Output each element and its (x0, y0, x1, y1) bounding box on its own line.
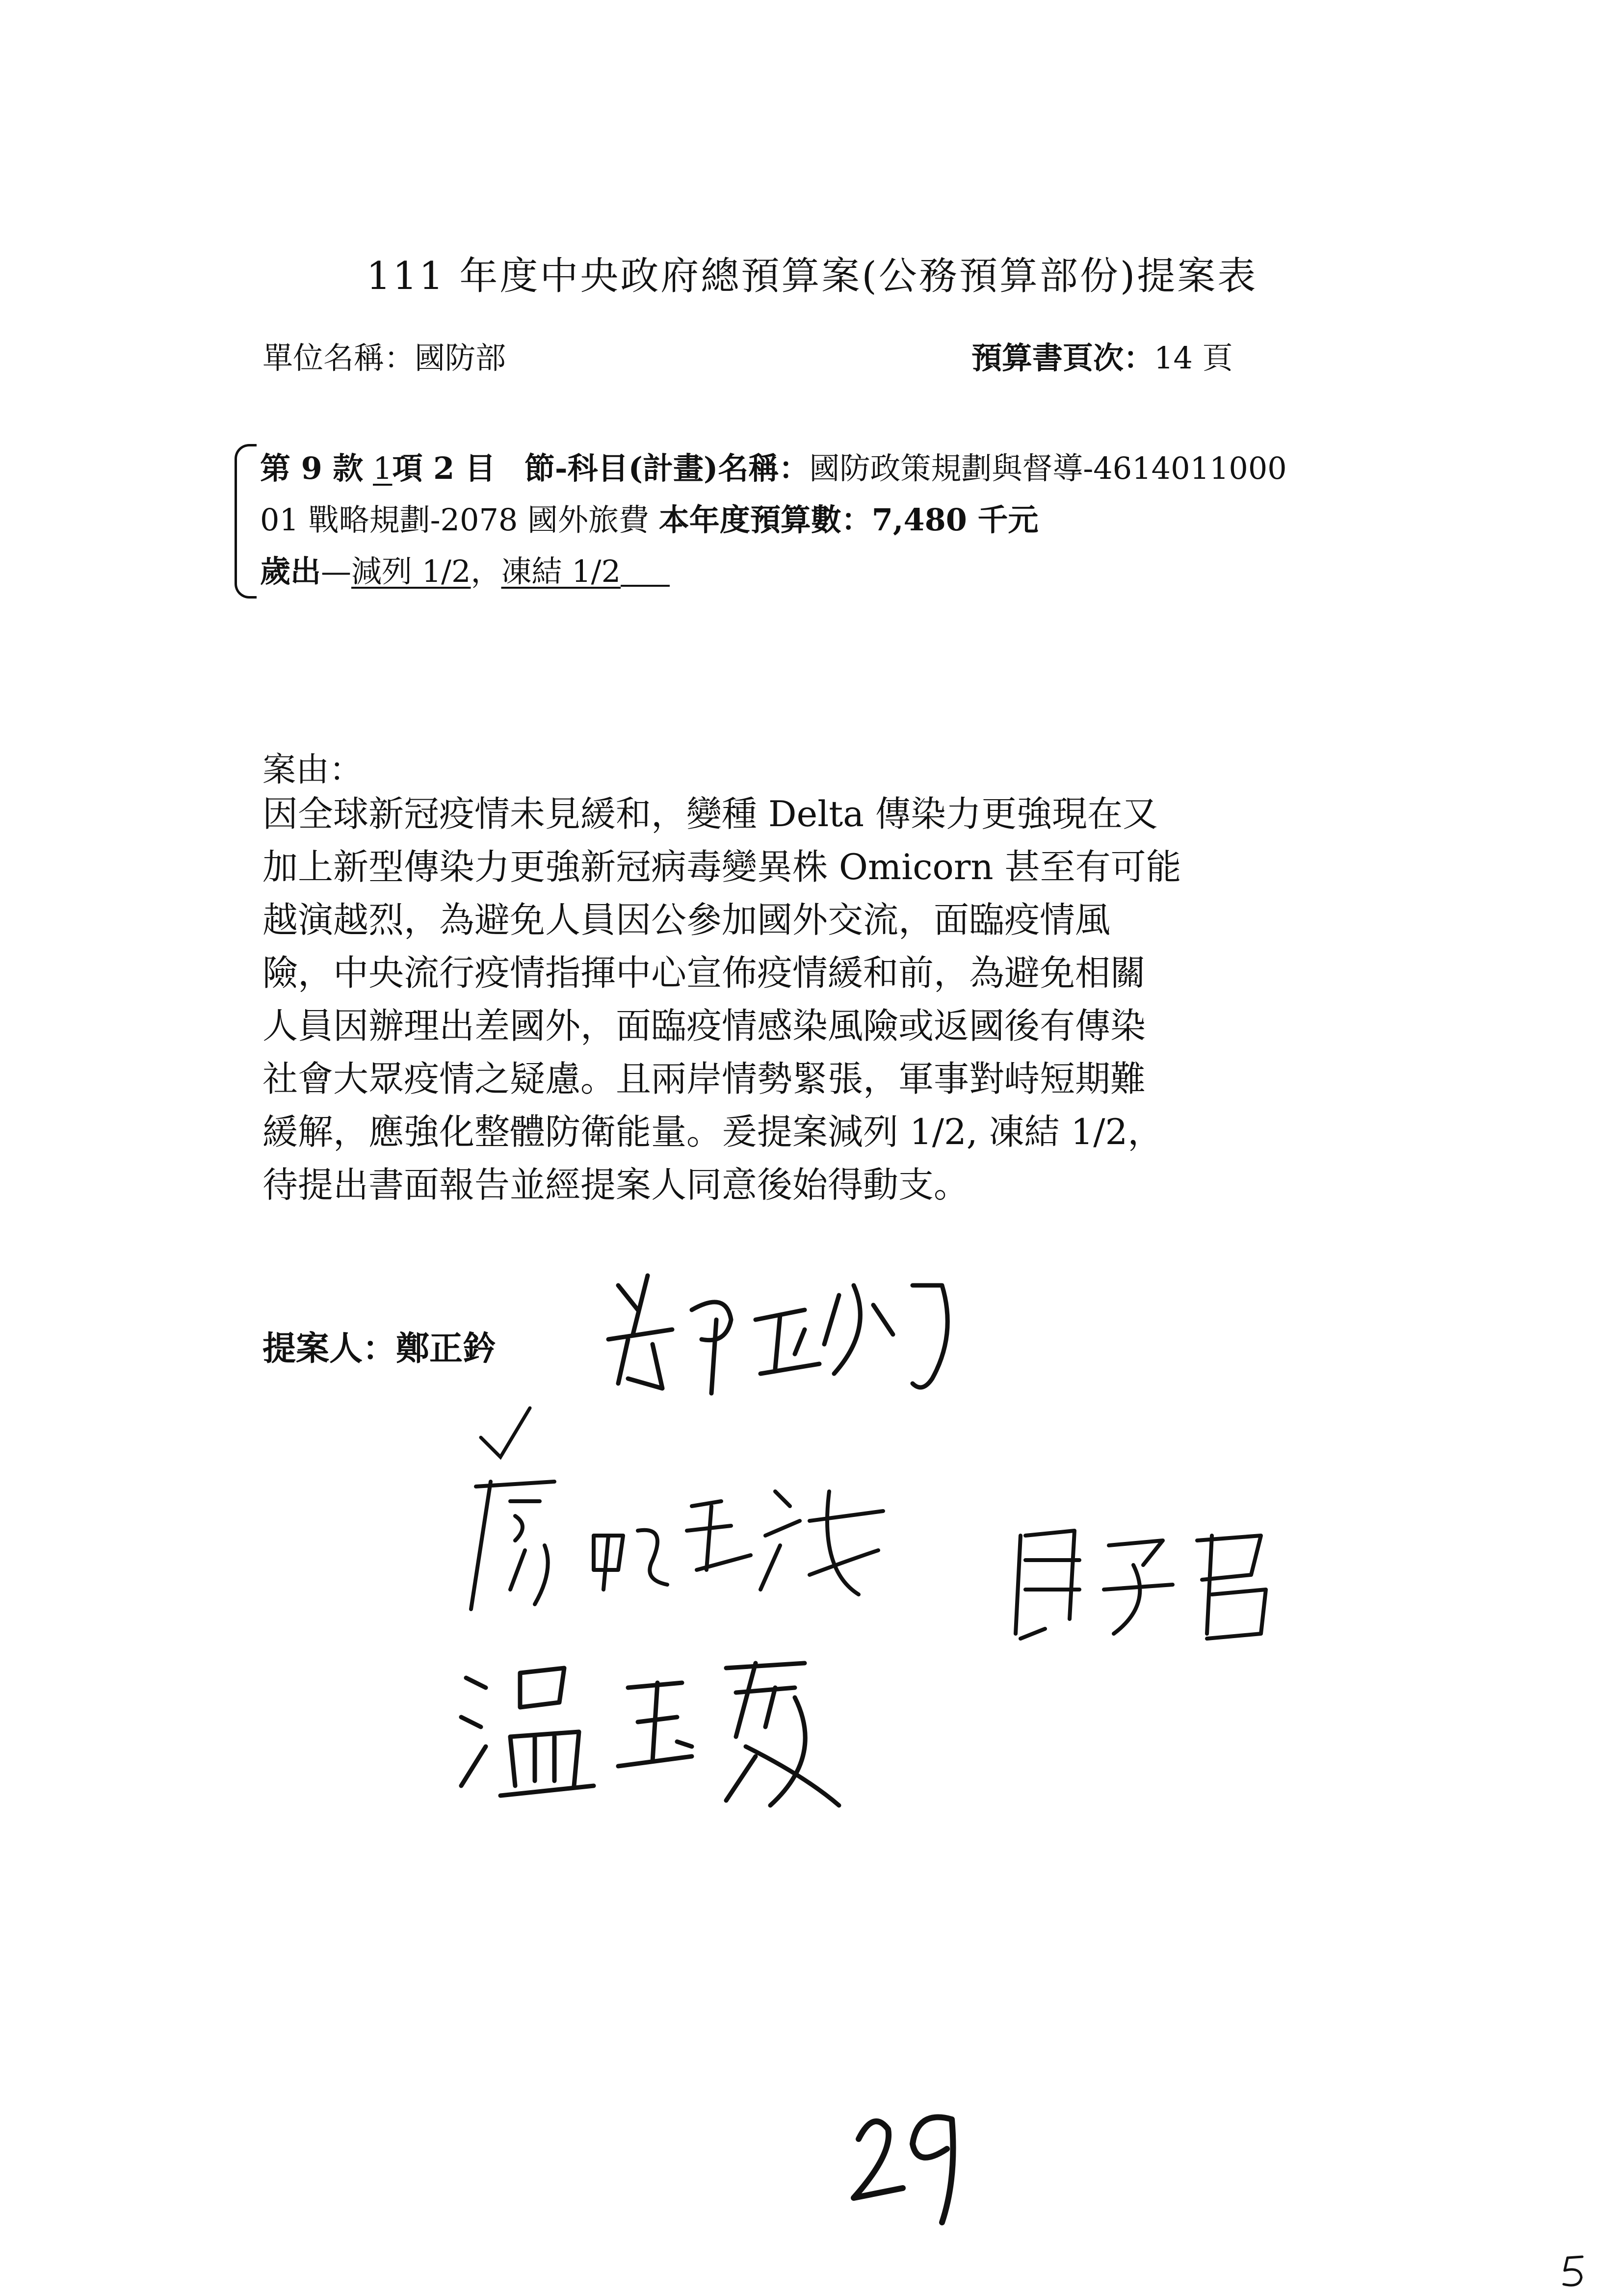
item-line-2 (260, 496, 1039, 539)
reason-line: 待提出書面報告並經提案人同意後始得動支。 (262, 1164, 969, 1205)
jie-label: 節-科目(計畫)名稱： (524, 450, 810, 486)
item-line-1 (260, 444, 1287, 488)
reason-body (262, 787, 1391, 1211)
signature-2 (456, 1462, 898, 1624)
reason-label: 案由： (262, 751, 363, 789)
item-bracket (235, 444, 257, 599)
reason-line: 人員因辦理出差國外，面臨疫情感染風險或返國後有傳染 (262, 1005, 1146, 1046)
signature-3 (1006, 1511, 1300, 1653)
handwritten-page-number (844, 2090, 971, 2239)
action-comma: ， (471, 553, 501, 589)
unit-row (262, 334, 506, 377)
xiang-number: 1 (373, 450, 393, 486)
document-title: 111 年度中央政府總預算案(公務預算部份)提案表 (366, 254, 1258, 298)
proposer-label: 提案人： (262, 1329, 396, 1368)
reason-line: 險，中央流行疫情指揮中心宣佈疫情緩和前，為避免相關 (262, 952, 1146, 993)
reason-line: 越演越烈，為避免人員因公參加國外交流，面臨疫情風 (262, 899, 1111, 940)
budget-page-value: 14 頁 (1154, 340, 1233, 376)
proposer-row (262, 1322, 496, 1370)
reason-line: 加上新型傳染力更強新冠病毒變異株 Omicorn 甚至有可能 (262, 846, 1181, 887)
reason-line: 因全球新冠疫情未見緩和，變種 Delta 傳染力更強現在又 (262, 793, 1158, 835)
budget-page-row (971, 334, 1233, 377)
action-freeze: 凍結 1/2 (501, 553, 621, 589)
action-reduce: 減列 1/2 (351, 553, 471, 589)
expense-dash: — (321, 553, 352, 589)
signature-4 (451, 1639, 893, 1820)
unit-label: 單位名稱： (262, 340, 415, 376)
signature-proposer (599, 1256, 981, 1413)
reason-line: 社會大眾疫情之疑慮。且兩岸情勢緊張，軍事對峙短期難 (262, 1058, 1146, 1099)
budget-amount-label: 本年度預算數： (658, 502, 872, 538)
plan-name-line2: 01 戰略規劃-2078 國外旅費 (260, 502, 650, 538)
reason-line: 緩解，應強化整體防衛能量。爰提案減列 1/2, 凍結 1/2， (262, 1111, 1163, 1152)
xiang-label: 項 2 目 (392, 450, 496, 486)
unit-value: 國防部 (415, 340, 506, 376)
plan-name-line1: 國防政策規劃與督導-4614011000 (809, 450, 1287, 486)
check-mark (471, 1403, 540, 1467)
proposer-name: 鄭正鈐 (396, 1329, 497, 1368)
item-line-3 (260, 547, 670, 591)
budget-amount-value: 7,480 千元 (871, 502, 1039, 538)
budget-page-label: 預算書頁次： (971, 340, 1154, 376)
expense-label: 歲出 (260, 553, 321, 589)
corner-mark (1558, 2252, 1592, 2293)
kuan-label: 第 9 款 (260, 450, 364, 486)
action-underline-tail (621, 585, 670, 587)
